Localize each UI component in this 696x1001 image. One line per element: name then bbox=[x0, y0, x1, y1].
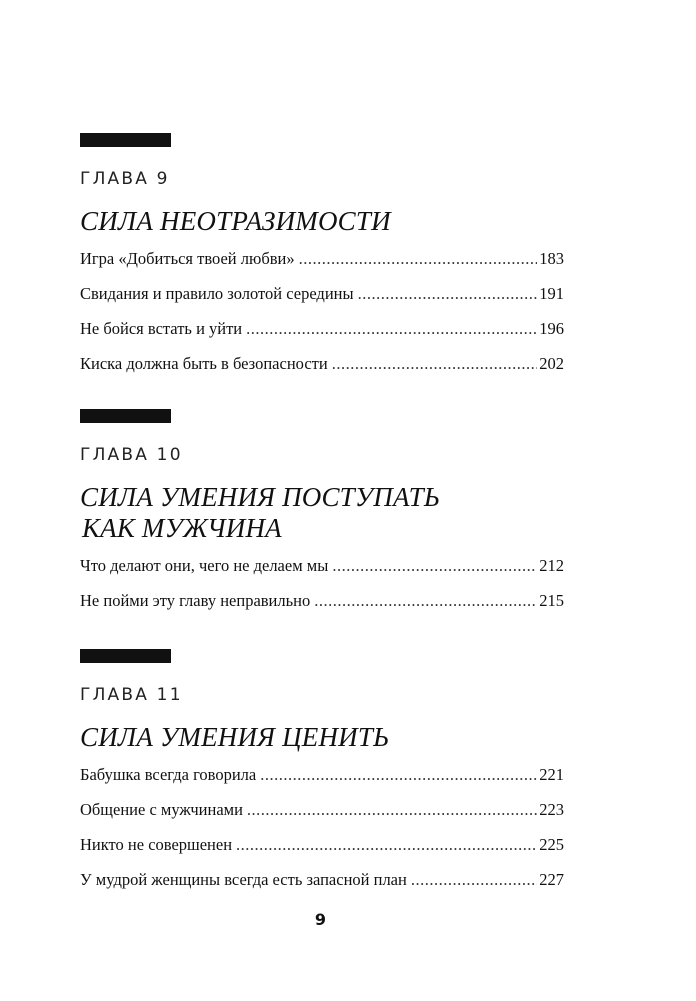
chapter-marker-bar bbox=[80, 649, 171, 663]
toc-entries bbox=[80, 241, 564, 381]
chapter-marker-bar bbox=[80, 409, 171, 423]
toc-entry[interactable] bbox=[80, 862, 564, 897]
dot-leader bbox=[411, 862, 537, 897]
chapter-label: ГЛАВА 9 bbox=[80, 169, 170, 189]
toc-entry-title: У мудрой женщины всегда есть запасной план bbox=[80, 870, 407, 889]
chapter-title bbox=[80, 482, 564, 544]
chapter-title-line: СИЛА НЕОТРАЗИМОСТИ bbox=[80, 206, 391, 236]
toc-entry-title: Что делают они, чего не делаем мы bbox=[80, 556, 329, 575]
page-number: 9 bbox=[314, 910, 327, 929]
dot-leader bbox=[314, 583, 537, 618]
chapter-title-line: СИЛА УМЕНИЯ ЦЕНИТЬ bbox=[80, 722, 390, 752]
dot-leader bbox=[247, 792, 537, 827]
chapter-title-line: СИЛА УМЕНИЯ ПОСТУПАТЬ bbox=[80, 482, 440, 512]
chapter-10 bbox=[80, 409, 564, 618]
dot-leader bbox=[260, 757, 537, 792]
dot-leader bbox=[332, 548, 537, 583]
toc-entry-title: Не пойми эту главу неправильно bbox=[80, 591, 311, 610]
chapter-9 bbox=[80, 133, 564, 381]
chapter-label: ГЛАВА 10 bbox=[80, 445, 183, 465]
toc-entry-title: Не бойся встать и уйти bbox=[80, 319, 243, 338]
toc-entries bbox=[80, 757, 564, 897]
toc-entry-page: 227 bbox=[539, 870, 564, 889]
toc-entry-title: Никто не совершенен bbox=[80, 835, 233, 854]
toc-entry[interactable] bbox=[80, 792, 564, 827]
toc-entry-page: 202 bbox=[539, 354, 564, 373]
toc-entry[interactable] bbox=[80, 276, 564, 311]
toc-entry[interactable] bbox=[80, 346, 564, 381]
toc-entry-page: 196 bbox=[539, 319, 564, 338]
chapter-label: ГЛАВА 11 bbox=[80, 685, 183, 705]
toc-entry[interactable] bbox=[80, 548, 564, 583]
toc-entry-page: 191 bbox=[539, 284, 564, 303]
toc-entry-title: Киска должна быть в безопасности bbox=[80, 354, 328, 373]
dot-leader bbox=[236, 827, 537, 862]
dot-leader bbox=[246, 311, 537, 346]
toc-entry-title: Свидания и правило золотой середины bbox=[80, 284, 354, 303]
toc-entry-title: Бабушка всегда говорила bbox=[80, 765, 257, 784]
toc-entry-page: 212 bbox=[539, 556, 564, 575]
toc-entry[interactable] bbox=[80, 311, 564, 346]
toc-entry-page: 183 bbox=[539, 249, 564, 268]
chapter-11 bbox=[80, 649, 564, 897]
toc-entry[interactable] bbox=[80, 583, 564, 618]
chapter-title-line: КАК МУЖЧИНА bbox=[82, 513, 282, 543]
toc-entry-page: 225 bbox=[539, 835, 564, 854]
dot-leader bbox=[358, 276, 538, 311]
toc-entry[interactable] bbox=[80, 241, 564, 276]
toc-entry-page: 221 bbox=[539, 765, 564, 784]
toc-entry[interactable] bbox=[80, 757, 564, 792]
toc-entry-page: 215 bbox=[539, 591, 564, 610]
toc-entries bbox=[80, 548, 564, 618]
dot-leader bbox=[299, 241, 538, 276]
toc-entry-title: Общение с мужчинами bbox=[80, 800, 243, 819]
chapter-marker-bar bbox=[80, 133, 171, 147]
chapter-title bbox=[80, 722, 564, 753]
toc-entry-title: Игра «Добиться твоей любви» bbox=[80, 249, 295, 268]
chapter-title bbox=[80, 206, 564, 237]
toc-entry-page: 223 bbox=[539, 800, 564, 819]
dot-leader bbox=[332, 346, 538, 381]
toc-entry[interactable] bbox=[80, 827, 564, 862]
